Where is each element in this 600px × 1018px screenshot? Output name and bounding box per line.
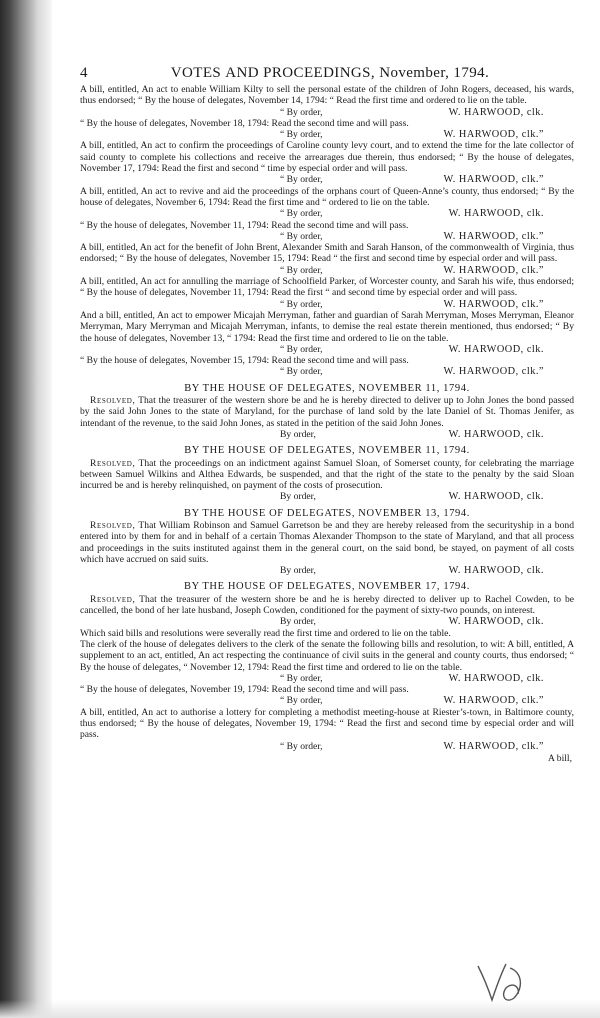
by-order-label: By order, xyxy=(280,616,316,628)
paragraph: A bill, entitled, An act for annulling the marriage of Schoolfield Parker, of Worcester county, and Sarah his wife, thus endorsed; “ By the house of delegates, November 11, 1794: Read the first “ and second time by especial order and will pass. xyxy=(80,276,574,299)
by-order-label: By order, xyxy=(280,428,316,440)
signature-line xyxy=(80,695,574,706)
by-order-label: “ By order, xyxy=(280,366,323,378)
scan-edge-shadow xyxy=(0,0,52,1018)
clerk-signature: W. HARWOOD, clk. xyxy=(448,616,544,628)
running-header xyxy=(80,64,574,82)
section-heading: BY THE HOUSE OF DELEGATES, NOVEMBER 17, 1794. xyxy=(183,581,470,593)
resolution-paragraph xyxy=(80,395,574,429)
paragraph: The clerk of the house of delegates delivers to the clerk of the senate the following bills and resolution, to wit: A bill, entitled, A supplement to an act, entitled, An act respecting the continuance of civil suits in the general and county courts, thus endorsed; “ By the house of delegates, “ November 12, 1794: Read the first time and ordered to lie on the table. xyxy=(80,638,574,673)
resolved-lead: Resolved, xyxy=(90,519,136,531)
paragraph: And a bill, entitled, An act to empower Micajah Merryman, father and guardian of Sarah Merryman, Moses Merryman, Eleanor Merryman, Mary Merryman and Micajah Merryman, infants, to demise the real estate therein mentioned, thus endorsed; “ By the house of delegates, November 13, “ 1794: Read the first time and ordered to lie on the table. xyxy=(80,309,574,344)
signature-line xyxy=(80,129,574,140)
header-date: November, 1794. xyxy=(379,65,490,81)
by-order-label: “ By order, xyxy=(280,672,323,684)
by-order-label: “ By order, xyxy=(280,264,323,276)
resolution-text: That the treasurer of the western shore be and he is hereby directed to deliver up to Rachel Cowden, to be cancelled, the bond of her late husband, Joseph Cowden, conditioned for the payment of sixty-two pounds, on interest. xyxy=(80,593,574,617)
clerk-signature: W. HARWOOD, clk.” xyxy=(443,740,544,752)
by-order-label: “ By order, xyxy=(280,230,323,242)
by-order-label: “ By order, xyxy=(280,129,323,141)
signature-line xyxy=(80,616,574,627)
handwritten-mark xyxy=(470,958,530,1008)
running-title xyxy=(106,64,574,82)
header-votes: VOTES xyxy=(170,65,222,81)
by-order-label: “ By order, xyxy=(280,343,323,355)
paragraph: A bill, entitled, An act to enable William Kilty to sell the personal estate of the children of John Rogers, deceased, his wards, thus endorsed; “ By the house of delegates, November 14, 1794: “ Read the first time and ordered to lie on the table. xyxy=(80,84,574,107)
clerk-signature: W. HARWOOD, clk. xyxy=(448,565,544,577)
by-order-label: “ By order, xyxy=(280,298,323,310)
section-heading: BY THE HOUSE OF DELEGATES, NOVEMBER 11, 1794. xyxy=(184,445,470,457)
signature-line xyxy=(80,366,574,377)
page-number: 4 xyxy=(80,65,88,81)
by-order-label: “ By order, xyxy=(280,208,323,220)
clerk-signature: W. HARWOOD, clk. xyxy=(448,106,544,118)
resolution-text: That the treasurer of the western shore be and he is hereby directed to deliver up to John Jones the bond passed by the said John Jones to the state of Maryland, for the purchase of land sold by the late Daniel of St. Thomas Jenifer, as intendant of the revenue, to the said John Jones, as stated in the petition of the said John Jones. xyxy=(80,395,574,429)
signature-line xyxy=(80,491,574,502)
signature-line xyxy=(80,174,574,185)
signature-line xyxy=(80,741,574,752)
resolution-text: That the proceedings on an indictment against Samuel Sloan, of Somerset county, for celebrating the marriage between Samuel Wilkins and Althea Edwards, be suspended, and that the right of the state to the penalty by the said Sloan incurred be and is hereby relinquished, on payment of the costs of prosecution. xyxy=(80,457,574,492)
clerk-signature: W. HARWOOD, clk. xyxy=(448,343,544,355)
signature-line xyxy=(80,231,574,242)
by-order-label: “ By order, xyxy=(280,106,323,118)
resolution-paragraph xyxy=(80,594,574,617)
header-and: AND xyxy=(225,65,259,81)
paragraph: “ By the house of delegates, November 19, 1794: Read the second time and will pass. xyxy=(80,684,409,696)
by-order-label: “ By order, xyxy=(280,695,323,707)
by-order-label: “ By order, xyxy=(280,174,323,186)
by-order-label: “ By order, xyxy=(280,740,323,752)
section-heading: BY THE HOUSE OF DELEGATES, NOVEMBER 11, 1794. xyxy=(184,382,470,394)
clerk-signature: W. HARWOOD, clk.” xyxy=(443,298,544,310)
signature-line xyxy=(80,107,574,118)
clerk-signature: W. HARWOOD, clk.” xyxy=(443,366,544,378)
signature-line xyxy=(80,265,574,276)
by-order-label: By order, xyxy=(280,565,316,577)
paragraph: A bill, entitled, An act to revive and aid the proceedings of the orphans court of Queen-Anne’s county, thus endorsed; “ By the house of delegates, November 6, 1794: Read the first time and “ ordered to lie on the table. xyxy=(80,185,574,208)
paragraph: “ By the house of delegates, November 15, 1794: Read the second time and will pass. xyxy=(80,355,409,367)
paragraph: “ By the house of delegates, November 11, 1794: Read the second time and will pass. xyxy=(80,219,409,231)
resolved-lead: Resolved, xyxy=(90,457,136,469)
catchword: A bill, xyxy=(548,752,572,764)
signature-line xyxy=(80,673,574,684)
paragraph: Which said bills and resolutions were severally read the first time and ordered to lie on the table. xyxy=(80,627,451,639)
resolution-paragraph xyxy=(80,458,574,492)
resolution-paragraph xyxy=(80,520,574,565)
signature-line xyxy=(80,344,574,355)
by-order-label: By order, xyxy=(280,491,316,503)
paragraph: A bill, entitled, An act to authorise a lottery for completing a methodist meeting-house at Riester’s-town, in Baltimore county, thus endorsed; “ By the house of delegates, November 19, 1794: “ Read the first and second time by especial order and will pass. xyxy=(80,706,574,741)
paragraph: A bill, entitled, An act for the benefit of John Brent, Alexander Smith and Sarah Hanson, of the commonwealth of Virginia, thus endorsed; “ By the house of delegates, November 15, 1794: Read “ the first and second time by especial order and will pass. xyxy=(80,242,574,265)
clerk-signature: W. HARWOOD, clk. xyxy=(448,491,544,503)
document-page xyxy=(80,64,574,764)
section-heading: BY THE HOUSE OF DELEGATES, NOVEMBER 13, 1794. xyxy=(183,507,470,519)
header-proceedings: PROCEEDINGS, xyxy=(263,65,376,81)
resolved-lead: Resolved, xyxy=(90,593,136,605)
clerk-signature: W. HARWOOD, clk. xyxy=(448,208,544,220)
resolved-lead: Resolved, xyxy=(90,395,136,407)
resolution-text: That William Robinson and Samuel Garretson be and they are hereby released from the securityship in a bond entered into by them for and in behalf of a certain Thomas Alexander Thompson to the state of Maryland, and that all process and proceedings in the suits instituted against them in the general court, on the said bond, be stayed, on payment of all costs which have accrued on said suits. xyxy=(80,519,574,565)
clerk-signature: W. HARWOOD, clk.” xyxy=(443,264,544,276)
clerk-signature: W. HARWOOD, clk. xyxy=(448,428,544,440)
clerk-signature: W. HARWOOD, clk. xyxy=(448,672,544,684)
signature-line xyxy=(80,208,574,219)
clerk-signature: W. HARWOOD, clk.” xyxy=(443,129,544,141)
document-body xyxy=(80,84,574,752)
clerk-signature: W. HARWOOD, clk.” xyxy=(443,695,544,707)
signature-line xyxy=(80,565,574,576)
paragraph: A bill, entitled, An act to confirm the proceedings of Caroline county levy court, and to extend the time for the late collector of said county to complete his collections and receive the arrearages due therein, thus endorsed; “ By the house of delegates, November 17, 1794: Read the first and second “ time by especial order and will pass. xyxy=(80,140,574,175)
clerk-signature: W. HARWOOD, clk.” xyxy=(443,230,544,242)
signature-line xyxy=(80,429,574,440)
signature-line xyxy=(80,299,574,310)
clerk-signature: W. HARWOOD, clk.” xyxy=(443,174,544,186)
paragraph: “ By the house of delegates, November 18, 1794: Read the second time and will pass. xyxy=(80,117,409,129)
